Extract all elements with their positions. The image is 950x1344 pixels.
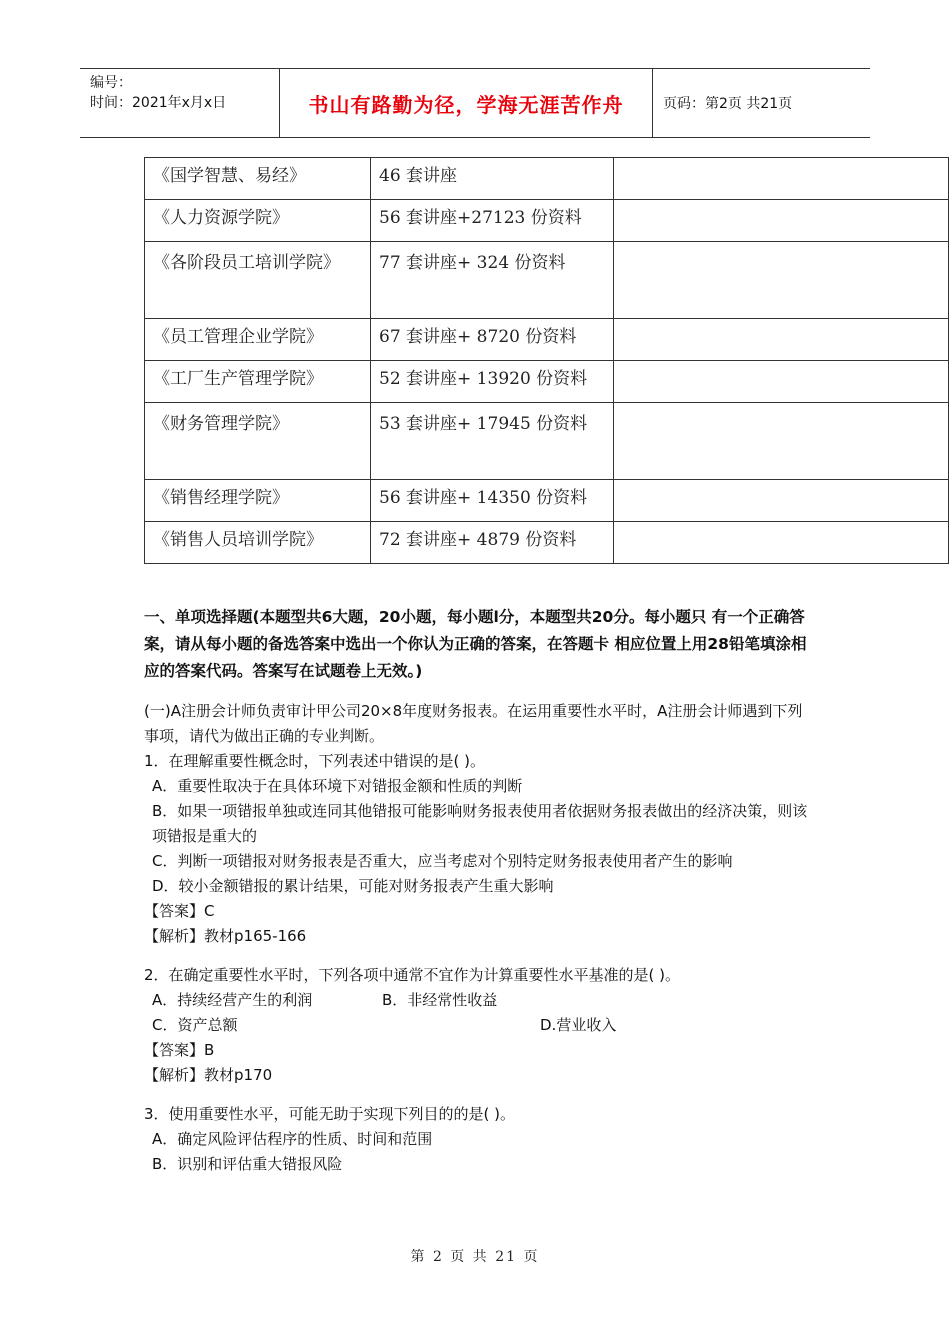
course-name-cell: 《销售经理学院》 [145, 480, 371, 522]
number-label: 编号： [90, 75, 132, 91]
question-1-option-c: C．判断一项错报对财务报表是否重大，应当考虑对个别特定财务报表使用者产生的影响 [152, 852, 733, 870]
course-note-cell [614, 242, 949, 319]
course-count-cell: 56 套讲座+ 14350 份资料 [371, 480, 614, 522]
course-note-cell [614, 403, 949, 480]
motto: 书山有路勤为径，学海无涯苦作舟 [308, 92, 624, 117]
course-name-cell: 《财务管理学院》 [145, 403, 371, 480]
question-2-stem: 2．在确定重要性水平时，下列各项中通常不宜作为计算重要性水平基准的是( )。 [144, 966, 681, 984]
course-note-cell [614, 158, 949, 200]
header-meta [80, 69, 280, 137]
table-row [145, 403, 949, 480]
question-2-analysis: 【解析】教材p170 [144, 1066, 273, 1084]
table-row [145, 480, 949, 522]
table-row [145, 200, 949, 242]
question-2-answer: 【答案】B [144, 1041, 215, 1059]
time-label: 时间：2021年x月x日 [90, 95, 227, 111]
course-name-cell: 《销售人员培训学院》 [145, 522, 371, 564]
course-name-cell: 《工厂生产管理学院》 [145, 361, 371, 403]
question-3-stem: 3．使用重要性水平，可能无助于实现下列目的的是( )。 [144, 1105, 516, 1123]
course-name-cell: 《员工管理企业学院》 [145, 319, 371, 361]
course-note-cell [614, 319, 949, 361]
header-motto-cell [280, 69, 653, 137]
table-row [145, 158, 949, 200]
exam-content [144, 604, 814, 1177]
course-count-cell: 52 套讲座+ 13920 份资料 [371, 361, 614, 403]
question-1-answer: 【答案】C [144, 902, 215, 920]
course-count-cell: 56 套讲座+27123 份资料 [371, 200, 614, 242]
course-count-cell: 46 套讲座 [371, 158, 614, 200]
page-footer: 第 2 页 共 21 页 [410, 1249, 540, 1265]
course-name-cell: 《人力资源学院》 [145, 200, 371, 242]
course-count-cell: 53 套讲座+ 17945 份资料 [371, 403, 614, 480]
course-count-cell: 67 套讲座+ 8720 份资料 [371, 319, 614, 361]
question-2-option-a: A．持续经营产生的利润 [152, 991, 313, 1009]
course-table [144, 157, 949, 564]
question-1-option-d: D．较小金额错报的累计结果，可能对财务报表产生重大影响 [152, 877, 554, 895]
question-2-option-d: D.营业收入 [540, 1016, 617, 1034]
table-row [145, 522, 949, 564]
section-title: 一、单项选择题(本题型共6大题，20小题，每小题l分，本题型共20分。每小题只 有一个正确答案，请从每小题的备选答案中选出一个你认为正确的答案，在答题卡 相应位置上用28铅笔填涂相应的答案代码。答案写在试题卷上无效。) [144, 608, 807, 680]
table-row [145, 242, 949, 319]
question-1-option-a: A．重要性取决于在具体环境下对错报金额和性质的判断 [152, 777, 523, 795]
question-2-option-b: B．非经常性收益 [382, 991, 498, 1009]
course-note-cell [614, 361, 949, 403]
table-row [145, 319, 949, 361]
table-row [145, 361, 949, 403]
case-intro: (一)A注册会计师负责审计甲公司20×8年度财务报表。在运用重要性水平时，A注册会计师遇到下列事项，请代为做出正确的专业判断。 [144, 702, 803, 745]
question-3-option-a: A．确定风险评估程序的性质、时间和范围 [152, 1130, 433, 1148]
question-1-stem: 1．在理解重要性概念时，下列表述中错误的是( )。 [144, 752, 486, 770]
course-name-cell: 《国学智慧、易经》 [145, 158, 371, 200]
page-header [80, 68, 870, 138]
course-count-cell: 77 套讲座+ 324 份资料 [371, 242, 614, 319]
question-2-option-c: C．资产总额 [152, 1016, 238, 1034]
question-3-option-b: B．识别和评估重大错报风险 [152, 1155, 343, 1173]
course-name-cell: 《各阶段员工培训学院》 [145, 242, 371, 319]
course-note-cell [614, 522, 949, 564]
question-1-option-b: B．如果一项错报单独或连同其他错报可能影响财务报表使用者依据财务报表做出的经济决策，则该项错报是重大的 [152, 802, 808, 845]
header-page-info: 页码：第2页 共21页 [663, 96, 793, 112]
question-1-analysis: 【解析】教材p165-166 [144, 927, 307, 945]
course-note-cell [614, 480, 949, 522]
course-note-cell [614, 200, 949, 242]
course-count-cell: 72 套讲座+ 4879 份资料 [371, 522, 614, 564]
